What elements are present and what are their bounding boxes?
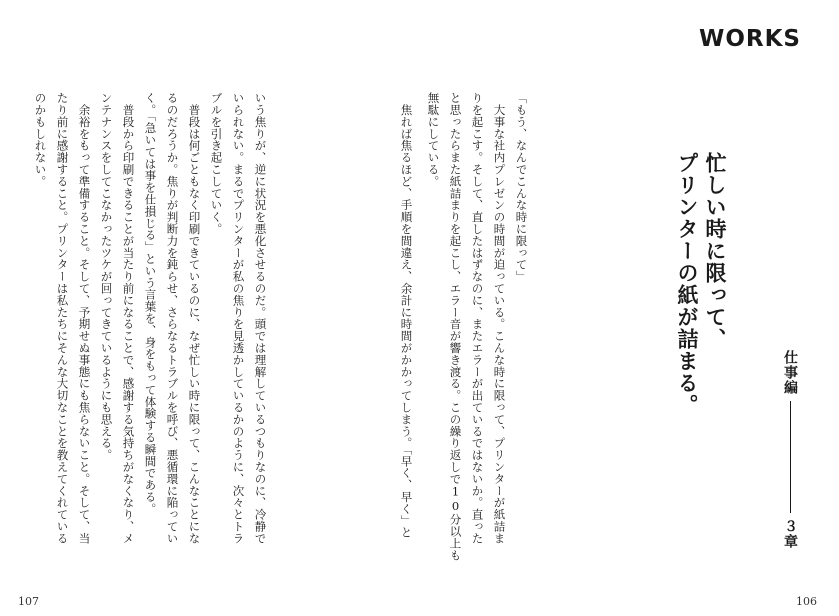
body-line: ンテナンスをしてこなかったツケが回ってきているようにも思える。 [99,92,114,461]
body-line: 大事な社内プレゼンの時間が迫っている。こんな時に限って、プリンターが紙詰ま [492,92,507,545]
chapter-number: ３章 [782,519,798,549]
body-line: 普段から印刷できることが当たり前になることで、感謝する気持ちがなくなり、メ [121,92,136,545]
body-line: りを起こす。そして、直したはずなのに、またエラーが出ているではないか。直った [470,92,485,545]
page-number-left: 107 [18,595,39,608]
body-line: るのだろうか。焦りが判断力を鈍らせ、さらなるトラブルを呼び、悪循環に陥ってい [165,92,180,545]
page-number-right: 106 [796,595,817,608]
body-line: 余裕をもって準備すること。そして、予期せぬ事態にも焦らないこと。そして、当 [77,92,92,545]
chapter-category: 仕事編 [782,350,798,395]
body-line: のかもしれない。 [33,92,48,188]
body-line: 普段は何ごともなく印刷できているのに、なぜ忙しい時に限って、こんなことにな [187,92,202,545]
body-line: いう焦りが、逆に状況を悪化させるのだ。頭では理解しているつもりなのに、冷静で [253,92,268,545]
body-line: ブルを引き起こしていく。 [209,92,224,235]
body-line: いられない。まるでプリンターが私の焦りを見透かしているかのように、次々とトラ [231,92,246,545]
body-line: 無駄にしている。 [426,92,441,188]
article-title-line-1: 忙しい時に限って、 [703,152,727,350]
body-line: く。「急いては事を仕損じる」という言葉を、身をもって体験する瞬間である。 [143,92,158,515]
body-line: たり前に感謝すること。プリンターは私たちにそんな大切なことを教えてくれている [55,92,70,545]
body-line: 「もう、なんでこんな時に限って」 [514,92,529,283]
chapter-marker [777,350,803,549]
body-line: と思ったらまた紙詰まりを起こし、エラー音が響き渡る。この繰り返しで10分以上も [448,92,463,562]
body-line: 焦れば焦るほど、手順を間違え、余計に時間がかかってしまう。「早く、早く」と [399,92,414,539]
article-title-line-2: プリンターの紙が詰まる。 [675,152,699,416]
section-label: WORKS [698,26,801,52]
chapter-rule [790,401,791,513]
